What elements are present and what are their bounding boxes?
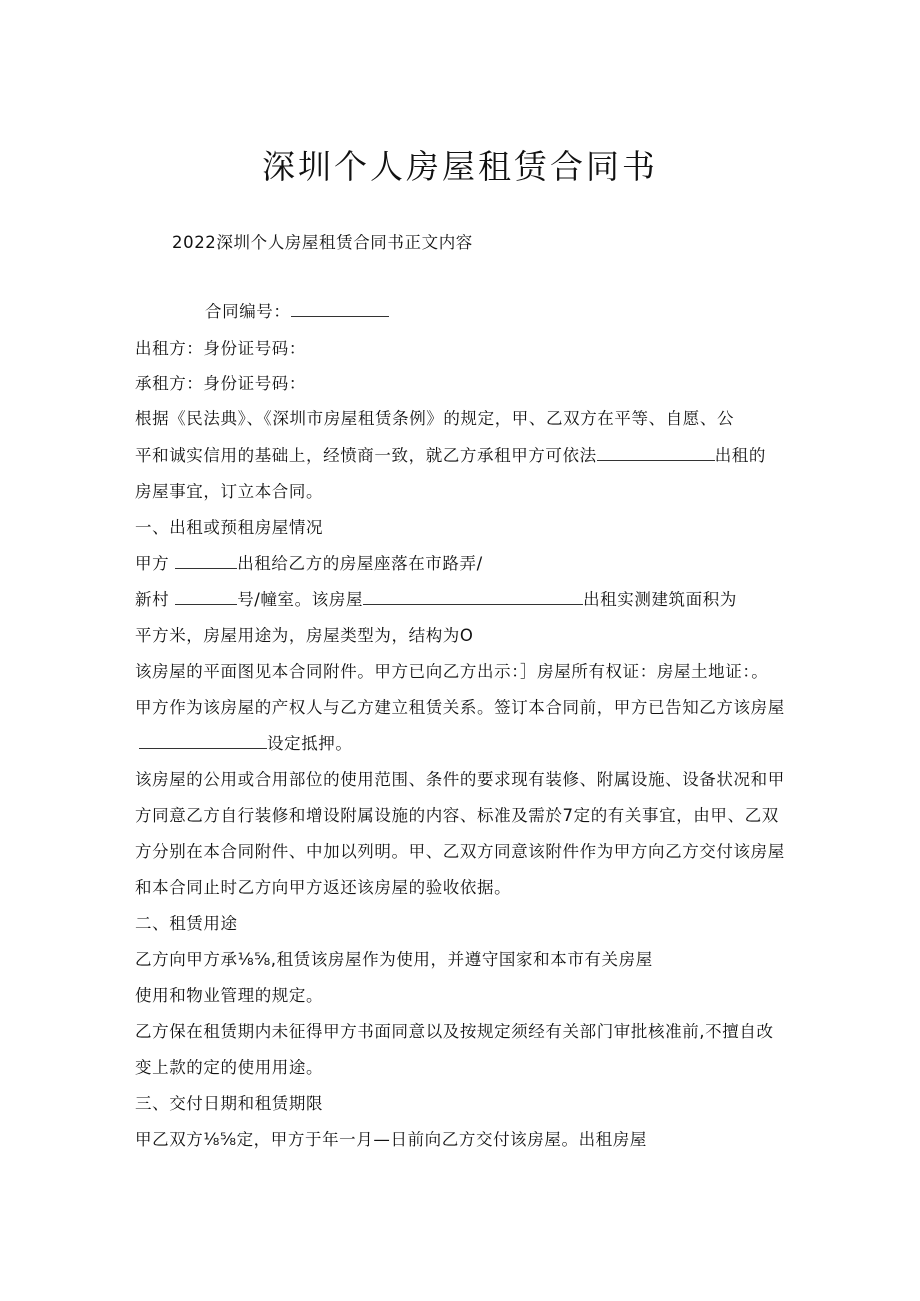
section-1-line-4: 该房屋的平面图见本合同附件。甲方已向乙方出示：］房屋所有权证：房屋土地证：。: [135, 662, 769, 681]
section-1-para-2-line-3: 方分别在本合同附件、中加以列明。甲、乙双方同意该附件作为甲方向乙方交付该房屋: [135, 842, 785, 861]
section-1-heading: 一、出租或预租房屋情况: [135, 518, 324, 537]
lessee-line: 承租方：身份证号码：: [135, 374, 306, 393]
document-subtitle: 2022深圳个人房屋租赁合同书正文内容: [172, 233, 473, 252]
document-title: 深圳个人房屋租赁合同书: [262, 147, 658, 186]
section-1-para-2-line-1: 该房屋的公用或合用部位的使用范围、条件的要求现有装修、附属设施、设备状况和甲: [135, 770, 785, 789]
contract-number-blank: [291, 301, 389, 317]
mortgage-blank: [139, 733, 267, 749]
section-1-line-5: 甲方作为该房屋的产权人与乙方建立租赁关系。签订本合同前，甲方已告知乙方该房屋: [135, 698, 785, 717]
section-1-line-1-lead: 甲方: [135, 554, 170, 573]
section-1-line-2-mid: 号/幢室。该房屋: [237, 590, 364, 609]
contract-number-line: [205, 301, 855, 323]
section-1-line-2-tail: 出租实测建筑面积为: [583, 590, 737, 609]
house-blank: [363, 589, 583, 605]
lessor-line: 出租方：身份证号码：: [135, 339, 306, 358]
section-1-line-1: [135, 553, 785, 575]
section-2-heading: 二、租赁用途: [135, 914, 238, 933]
section-1-line-1-text: 出租给乙方的房屋座落在市路弄/: [237, 554, 483, 573]
preamble-line-2-text: 平和诚实信用的基础上，经愤商一致，就乙方承租甲方可依法: [135, 446, 597, 465]
section-1-line-6: [139, 733, 789, 755]
section-2-line-1: 乙方向甲方承⅛⅝,租赁该房屋作为使用，并遵守国家和本市有关房屋: [135, 950, 653, 969]
premises-blank: [597, 445, 715, 461]
section-2-line-4: 变上款的定的使用用途。: [135, 1058, 324, 1077]
village-blank: [175, 589, 237, 605]
section-2-line-3: 乙方保在租赁期内未征得甲方书面同意以及按规定须经有关部门审批核准前,不擅自改: [135, 1022, 774, 1041]
section-2-line-2: 使用和物业管理的规定。: [135, 986, 324, 1005]
section-3-heading: 三、交付日期和租赁期限: [135, 1094, 324, 1113]
party-a-blank: [175, 553, 237, 569]
preamble-line-2: [135, 445, 785, 467]
preamble-line-3: 房屋事宜，订立本合同。: [135, 482, 324, 501]
section-1-line-2: [135, 589, 785, 611]
preamble-line-1: 根据《民法典》、《深圳市房屋租赁条例》的规定，甲、乙双方在平等、自愿、公: [135, 409, 735, 428]
section-1-para-2-line-4: 和本合同止时乙方向甲方返还该房屋的验收依据。: [135, 878, 512, 897]
section-1-line-2-lead: 新村: [135, 590, 170, 609]
section-1-line-6-text: 设定抵押。: [267, 734, 353, 753]
section-3-line-1: 甲乙双方⅛⅝定，甲方于年一月—日前向乙方交付该房屋。出租房屋: [135, 1130, 647, 1149]
section-1-line-3: 平方米，房屋用途为，房屋类型为，结构为O: [135, 626, 474, 645]
section-1-para-2-line-2: 方同意乙方自行装修和增设附属设施的内容、标准及需於7定的有关事宜，由甲、乙双: [135, 806, 779, 825]
contract-number-label: 合同编号：: [205, 302, 291, 321]
preamble-line-2-tail: 出租的: [714, 446, 767, 465]
